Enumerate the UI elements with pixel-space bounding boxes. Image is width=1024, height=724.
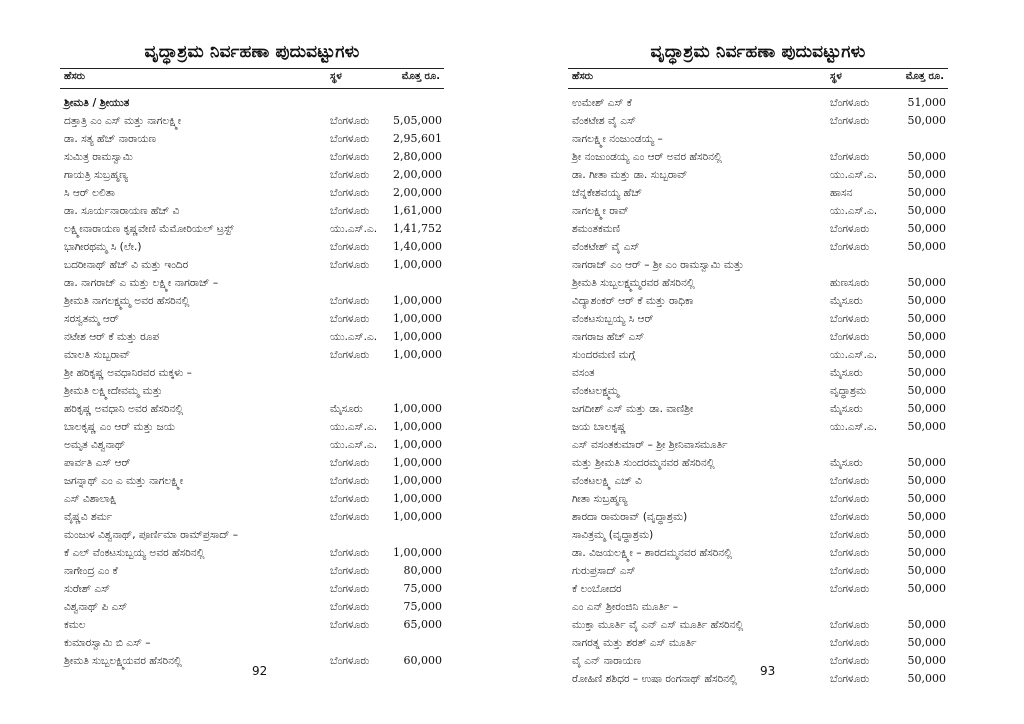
donor-place: ಬೆಂಗಳೂರು bbox=[830, 115, 870, 127]
table-row bbox=[60, 184, 444, 202]
donor-name: ವಸಂತ bbox=[572, 367, 595, 379]
table-row bbox=[60, 508, 444, 526]
donor-place: ಬೆಂಗಳೂರು bbox=[830, 583, 870, 595]
table-top-rule bbox=[60, 68, 444, 69]
table-row bbox=[568, 238, 948, 256]
donor-name: ನಾಗೇಂದ್ರ ಎಂ ಕೆ bbox=[64, 565, 118, 577]
donor-place: ಮೈಸೂರು bbox=[830, 367, 863, 379]
table-row bbox=[568, 562, 948, 580]
donor-name: ಬದರೀನಾಥ್ ಹೆಚ್ ವಿ ಮತ್ತು ಇಂದಿರ bbox=[64, 259, 189, 271]
donor-name: ಕೆ ಲಂಬೋದರ bbox=[572, 583, 622, 595]
donation-amount: 50,000 bbox=[907, 384, 946, 397]
donation-amount: 1,00,000 bbox=[393, 546, 442, 559]
donor-name: ಎಸ್ ವಿಶಾಲಾಕ್ಷಿ bbox=[64, 493, 117, 505]
table-row bbox=[60, 202, 444, 220]
table-row bbox=[568, 274, 948, 292]
donor-name: ವಿದ್ಯಾಶಂಕರ್ ಆರ್ ಕೆ ಮತ್ತು ರಾಧಿಕಾ bbox=[572, 295, 694, 307]
donation-amount: 2,80,000 bbox=[393, 150, 442, 163]
donor-place: ಬೆಂಗಳೂರು bbox=[330, 313, 370, 325]
donation-amount: 1,00,000 bbox=[393, 402, 442, 415]
donation-amount: 1,00,000 bbox=[393, 312, 442, 325]
table-row bbox=[568, 616, 948, 634]
table-row bbox=[568, 382, 948, 400]
table-row bbox=[60, 454, 444, 472]
donation-amount: 50,000 bbox=[907, 330, 946, 343]
donor-place: ಯು.ಎಸ್.ಎ. bbox=[330, 439, 378, 451]
donor-place: ಬೆಂಗಳೂರು bbox=[830, 547, 870, 559]
donor-place: ಬೆಂಗಳೂರು bbox=[330, 493, 370, 505]
donor-name: ಸುಂದರಮಣಿ ಮಗ್ಗೆ bbox=[572, 349, 636, 361]
table-row bbox=[568, 220, 948, 238]
donor-place: ಬೆಂಗಳೂರು bbox=[830, 511, 870, 523]
donor-place: ಹಾಸನ bbox=[830, 187, 853, 199]
donor-name: ಶ್ರೀಮತಿ ಸುಬ್ಬಲಕ್ಷ್ಮಮ್ಮರವರ ಹೆಸರಿನಲ್ಲಿ bbox=[572, 277, 695, 289]
table-row bbox=[568, 346, 948, 364]
donation-amount: 1,61,000 bbox=[393, 204, 442, 217]
table-row bbox=[568, 526, 948, 544]
donor-place: ಬೆಂಗಳೂರು bbox=[330, 115, 370, 127]
table-row bbox=[568, 184, 948, 202]
donor-name: ಅಮೃತ ವಿಶ್ವನಾಥ್ bbox=[64, 439, 126, 451]
donation-amount: 75,000 bbox=[403, 582, 442, 595]
table-row bbox=[568, 652, 948, 670]
donor-name: ಡಾ. ವಿಜಯಲಕ್ಷ್ಮೀ – ಶಾರದಮ್ಮನವರ ಹೆಸರಿನಲ್ಲಿ bbox=[572, 547, 733, 559]
donation-amount: 1,00,000 bbox=[393, 420, 442, 433]
table-row bbox=[60, 472, 444, 490]
table-row bbox=[568, 364, 948, 382]
column-header-place: ಸ್ಥಳ bbox=[830, 71, 842, 82]
table-row bbox=[568, 328, 948, 346]
donor-name: ಪಾರ್ವತಿ ಎಸ್ ಆರ್ bbox=[64, 457, 131, 469]
donor-place: ಹುಣಸೂರು bbox=[830, 277, 870, 289]
donor-name: ಸರಸ್ವತಮ್ಮ ಆರ್ bbox=[64, 313, 119, 325]
table-header bbox=[60, 71, 444, 87]
donor-place: ಯು.ಎಸ್.ಎ. bbox=[830, 169, 878, 181]
donor-name: ಜಯ ಬಾಲಕೃಷ್ಣ bbox=[572, 421, 626, 433]
donor-place: ಬೆಂಗಳೂರು bbox=[830, 619, 870, 631]
donor-place: ಬೆಂಗಳೂರು bbox=[830, 475, 870, 487]
donor-place: ಬೆಂಗಳೂರು bbox=[330, 547, 370, 559]
donor-place: ಬೆಂಗಳೂರು bbox=[330, 169, 370, 181]
donor-name: ಉಮೇಶ್ ಎಸ್ ಕೆ bbox=[572, 97, 632, 109]
page-number: 92 bbox=[252, 664, 268, 678]
table-row bbox=[60, 616, 444, 634]
donor-name: ಕುಮಾರಸ್ವಾಮಿ ಬಿ ಎಸ್ – bbox=[64, 637, 151, 649]
donor-name: ಗುರುಪ್ರಸಾದ್ ಎಸ್ bbox=[572, 565, 636, 577]
donation-amount: 50,000 bbox=[907, 150, 946, 163]
donor-name: ಲಕ್ಷ್ಮೀನಾರಾಯಣ ಕೃಷ್ಣವೇಣಿ ಮೆಮೋರಿಯಲ್ ಟ್ರಸ್ಟ್ bbox=[64, 223, 234, 235]
donor-place: ಮೈಸೂರು bbox=[330, 403, 363, 415]
table-row bbox=[60, 436, 444, 454]
donor-name: ವೆಂಕಟೇಶ ವೈ ಎಸ್ bbox=[572, 115, 636, 127]
donor-place: ಬೆಂಗಳೂರು bbox=[830, 331, 870, 343]
donation-amount: 50,000 bbox=[907, 114, 946, 127]
table-row bbox=[568, 166, 948, 184]
donor-place: ಬೆಂಗಳೂರು bbox=[830, 313, 870, 325]
donor-place: ಬೆಂಗಳೂರು bbox=[830, 565, 870, 577]
donor-name: ಎಸ್ ವಸಂತಕುಮಾರ್ – ಶ್ರೀ ಶ್ರೀನಿವಾಸಮೂರ್ತಿ bbox=[572, 439, 728, 451]
column-header-name: ಹೆಸರು bbox=[64, 71, 86, 82]
donor-name: ಸುರೇಶ್ ಎಸ್ bbox=[64, 583, 111, 595]
donor-place: ಬೆಂಗಳೂರು bbox=[830, 637, 870, 649]
donor-place: ಬೆಂಗಳೂರು bbox=[330, 241, 370, 253]
donor-place: ಯು.ಎಸ್.ಎ. bbox=[330, 331, 378, 343]
table-row bbox=[60, 382, 444, 400]
donor-name: ಡಾ. ಗೀತಾ ಮತ್ತು ಡಾ. ಸುಬ್ಬರಾವ್ bbox=[572, 169, 688, 181]
donation-amount: 50,000 bbox=[907, 528, 946, 541]
table-top-rule bbox=[568, 68, 948, 69]
table-row bbox=[60, 148, 444, 166]
table-row bbox=[568, 544, 948, 562]
section-label: ಶ್ರೀಮತಿ / ಶ್ರೀಯುತ bbox=[64, 97, 130, 109]
donation-amount: 1,00,000 bbox=[393, 438, 442, 451]
donation-amount: 50,000 bbox=[907, 222, 946, 235]
table-row bbox=[60, 130, 444, 148]
table-row bbox=[60, 112, 444, 130]
donor-name: ವೆಂಕಟಸುಬ್ಬಯ್ಯ ಸಿ ಆರ್ bbox=[572, 313, 654, 325]
donor-place: ಬೆಂಗಳೂರು bbox=[330, 619, 370, 631]
donation-amount: 1,00,000 bbox=[393, 330, 442, 343]
donor-name: ವೈಷ್ಣವಿ ಶರ್ಮ bbox=[64, 511, 113, 523]
donor-name: ಶ್ರೀ ನಂಜುಂಡಯ್ಯ ಎಂ ಆರ್ ಅವರ ಹೆಸರಿನಲ್ಲಿ bbox=[572, 151, 722, 163]
donation-amount: 50,000 bbox=[907, 294, 946, 307]
table-row bbox=[568, 508, 948, 526]
donor-place: ಬೆಂಗಳೂರು bbox=[330, 457, 370, 469]
donation-amount: 50,000 bbox=[907, 168, 946, 181]
left-page bbox=[60, 0, 444, 724]
donor-name: ಬಾಲಕೃಷ್ಣ ಎಂ ಆರ್ ಮತ್ತು ಜಯ bbox=[64, 421, 175, 433]
donation-amount: 50,000 bbox=[907, 474, 946, 487]
right-page bbox=[568, 0, 948, 724]
donor-name: ನಟೇಶ ಆರ್ ಕೆ ಮತ್ತು ರೂಪ bbox=[64, 331, 160, 343]
donor-name: ಗೀತಾ ಸುಬ್ರಹ್ಮಣ್ಯ bbox=[572, 493, 628, 505]
donation-amount: 50,000 bbox=[907, 402, 946, 415]
table-row bbox=[568, 670, 948, 688]
donation-amount: 50,000 bbox=[907, 492, 946, 505]
table-row bbox=[60, 238, 444, 256]
column-header-place: ಸ್ಥಳ bbox=[330, 71, 342, 82]
donor-name: ಸಿ ಆರ್ ಲಲಿತಾ bbox=[64, 187, 115, 199]
donor-place: ಬೆಂಗಳೂರು bbox=[830, 655, 870, 667]
donation-amount: 1,40,000 bbox=[393, 240, 442, 253]
donation-amount: 2,00,000 bbox=[393, 168, 442, 181]
table-row bbox=[568, 292, 948, 310]
table-row bbox=[60, 346, 444, 364]
table-row bbox=[568, 202, 948, 220]
donor-place: ಬೆಂಗಳೂರು bbox=[830, 241, 870, 253]
table-row bbox=[568, 130, 948, 148]
table-row bbox=[568, 112, 948, 130]
table-row bbox=[60, 256, 444, 274]
donor-place: ಮೈಸೂರು bbox=[830, 295, 863, 307]
column-header-name: ಹೆಸರು bbox=[572, 71, 594, 82]
table-row bbox=[568, 418, 948, 436]
donation-amount: 50,000 bbox=[907, 240, 946, 253]
donation-amount: 50,000 bbox=[907, 456, 946, 469]
donor-place: ಬೆಂಗಳೂರು bbox=[330, 205, 370, 217]
donation-amount: 50,000 bbox=[907, 582, 946, 595]
table-row bbox=[568, 634, 948, 652]
table-row bbox=[60, 598, 444, 616]
donor-name: ನಾಗಲಕ್ಷ್ಮೀ ನಂಜುಂಡಯ್ಯ – bbox=[572, 133, 663, 145]
donor-place: ಯು.ಎಸ್.ಎ. bbox=[330, 223, 378, 235]
column-header-amount: ಮೊತ್ತ ರೂ. bbox=[905, 71, 944, 82]
donor-name: ಮುಕ್ತಾ ಮೂರ್ತಿ ವೈ ಎನ್ ಎಸ್ ಮೂರ್ತಿ ಹೆಸರಿನಲ್ಲಿ bbox=[572, 619, 744, 631]
donation-amount: 50,000 bbox=[907, 276, 946, 289]
donor-name: ವಿಶ್ವನಾಥ್ ಪಿ ಎಸ್ bbox=[64, 601, 128, 613]
donor-place: ಬೆಂಗಳೂರು bbox=[330, 349, 370, 361]
donor-name: ಶಾರದಾ ರಾಮರಾವ್ (ವೃದ್ಧಾಶ್ರಮ) bbox=[572, 511, 688, 523]
donation-amount: 50,000 bbox=[907, 420, 946, 433]
page-title: ವೃದ್ಧಾಶ್ರಮ ನಿರ್ವಹಣಾ ಪುದುವಟ್ಟುಗಳು bbox=[144, 42, 360, 62]
donor-name: ವೈ ಎನ್ ನಾರಾಯಣ bbox=[572, 655, 642, 667]
donor-name: ನಾಗರಾಜ್ ಎಂ ಆರ್ – ಶ್ರೀ ಎಂ ರಾಮಸ್ವಾಮಿ ಮತ್ತು bbox=[572, 259, 744, 271]
donor-name: ಗಾಯತ್ರಿ ಸುಬ್ರಹ್ಮಣ್ಯ bbox=[64, 169, 129, 181]
donation-amount: 50,000 bbox=[907, 672, 946, 685]
donation-amount: 5,05,000 bbox=[393, 114, 442, 127]
donor-place: ಬೆಂಗಳೂರು bbox=[330, 565, 370, 577]
table-row bbox=[568, 598, 948, 616]
table-row bbox=[568, 148, 948, 166]
donation-amount: 1,00,000 bbox=[393, 294, 442, 307]
donor-name: ವೆಂಕಟಲಕ್ಷ್ಮಮ್ಮ bbox=[572, 385, 619, 397]
donation-amount: 2,95,601 bbox=[393, 132, 442, 145]
table-header bbox=[568, 71, 948, 87]
table-row bbox=[568, 94, 948, 112]
donor-place: ಬೆಂಗಳೂರು bbox=[330, 511, 370, 523]
page-title: ವೃದ್ಧಾಶ್ರಮ ನಿರ್ವಹಣಾ ಪುದುವಟ್ಟುಗಳು bbox=[650, 42, 866, 62]
table-row bbox=[568, 490, 948, 508]
donor-name: ನಾಗರಾಜ ಹೆಚ್ ಎಸ್ bbox=[572, 331, 645, 343]
table-row bbox=[60, 166, 444, 184]
donation-amount: 50,000 bbox=[907, 654, 946, 667]
table-row bbox=[60, 562, 444, 580]
table-row bbox=[60, 292, 444, 310]
donor-name: ಶ್ರೀಮತಿ ನಾಗಲಕ್ಷ್ಮಮ್ಮ ಅವರ ಹೆಸರಿನಲ್ಲಿ bbox=[64, 295, 190, 307]
donation-amount: 75,000 bbox=[403, 600, 442, 613]
donation-amount: 50,000 bbox=[907, 348, 946, 361]
donation-amount: 50,000 bbox=[907, 366, 946, 379]
donation-amount: 80,000 bbox=[403, 564, 442, 577]
table-row bbox=[568, 436, 948, 454]
donor-name: ಚೆನ್ನಕೇಶವಯ್ಯ ಹೆಚ್ bbox=[572, 187, 642, 199]
donation-amount: 51,000 bbox=[907, 96, 946, 109]
donor-name: ರೋಹಿಣಿ ಶಶಿಧರ – ಉಷಾ ರಂಗನಾಥ್ ಹೆಸರಿನಲ್ಲಿ bbox=[572, 673, 737, 685]
donation-amount: 50,000 bbox=[907, 546, 946, 559]
donor-place: ಬೆಂಗಳೂರು bbox=[830, 673, 870, 685]
donation-amount: 1,00,000 bbox=[393, 348, 442, 361]
donation-amount: 50,000 bbox=[907, 186, 946, 199]
donor-name: ಕಮಲ bbox=[64, 619, 86, 631]
donation-amount: 50,000 bbox=[907, 618, 946, 631]
donor-place: ಬೆಂಗಳೂರು bbox=[330, 475, 370, 487]
donor-name: ಶ್ರೀಮತಿ ಸುಬ್ಬಲಕ್ಷ್ಮಿಯವರ ಹೆಸರಿನಲ್ಲಿ bbox=[64, 655, 182, 667]
table-row bbox=[60, 544, 444, 562]
donation-amount: 50,000 bbox=[907, 510, 946, 523]
donor-name: ಎಂ ಎನ್ ಶ್ರೀರಂಜಿನಿ ಮೂರ್ತಿ – bbox=[572, 601, 679, 613]
donor-name: ಸುಮಿತ್ರ ರಾಮಸ್ವಾಮಿ bbox=[64, 151, 133, 163]
donor-place: ಯು.ಎಸ್.ಎ. bbox=[830, 349, 878, 361]
donor-name: ಹರಿಕೃಷ್ಣ ಅವಧಾನಿ ಅವರ ಹೆಸರಿನಲ್ಲಿ bbox=[64, 403, 184, 415]
table-row bbox=[60, 634, 444, 652]
donor-name: ಭಾಗೀರಥಮ್ಮ ಸಿ (ಲೇ.) bbox=[64, 241, 142, 253]
table-row bbox=[60, 418, 444, 436]
donor-name: ಡಾ. ನಾಗರಾಜ್ ಎ ಮತ್ತು ಲಕ್ಷ್ಮೀ ನಾಗರಾಜ್ – bbox=[64, 277, 219, 289]
donor-name: ವೆಂಕಟಲಕ್ಷ್ಮಿ ಎಚ್ ವಿ bbox=[572, 475, 642, 487]
donor-name: ಶ್ರೀ ಹರಿಕೃಷ್ಣ ಅವಧಾನಿರವರ ಮಕ್ಕಳು – bbox=[64, 367, 192, 379]
donor-name: ಜಗದೀಶ್ ಎಸ್ ಮತ್ತು ಡಾ. ವಾಣಿಶ್ರೀ bbox=[572, 403, 694, 415]
table-row bbox=[60, 328, 444, 346]
donation-amount: 1,41,752 bbox=[393, 222, 442, 235]
donor-place: ಯು.ಎಸ್.ಎ. bbox=[830, 205, 878, 217]
donation-amount: 2,00,000 bbox=[393, 186, 442, 199]
table-body bbox=[60, 94, 444, 670]
donation-amount: 1,00,000 bbox=[393, 474, 442, 487]
donor-name: ಜಗನ್ನಾಥ್ ಎಂ ಎ ಮತ್ತು ನಾಗಲಕ್ಷ್ಮೀ bbox=[64, 475, 184, 487]
donor-place: ಬೆಂಗಳೂರು bbox=[330, 601, 370, 613]
column-header-amount: ಮೊತ್ತ ರೂ. bbox=[401, 71, 440, 82]
donor-place: ಬೆಂಗಳೂರು bbox=[330, 133, 370, 145]
table-row bbox=[60, 364, 444, 382]
donation-amount: 60,000 bbox=[403, 654, 442, 667]
donation-amount: 50,000 bbox=[907, 636, 946, 649]
table-row bbox=[568, 256, 948, 274]
section-heading bbox=[60, 94, 444, 112]
donor-place: ಮೈಸೂರು bbox=[830, 457, 863, 469]
donor-place: ಬೆಂಗಳೂರು bbox=[330, 187, 370, 199]
donor-name: ಮಂಜುಳ ವಿಶ್ವನಾಥ್, ಪೂರ್ಣಿಮಾ ರಾಮ್‌ಪ್ರಸಾದ್ – bbox=[64, 529, 238, 541]
donor-name: ಶ್ರೀಮತಿ ಲಕ್ಷ್ಮೀದೇವಮ್ಮ ಮತ್ತು bbox=[64, 385, 163, 397]
donor-place: ಬೆಂಗಳೂರು bbox=[830, 529, 870, 541]
donation-amount: 1,00,000 bbox=[393, 510, 442, 523]
table-row bbox=[60, 580, 444, 598]
donor-name: ಶಮಂತಕಮಣಿ bbox=[572, 223, 621, 235]
donor-name: ದತ್ತಾತ್ರಿ ಎಂ ಎಸ್ ಮತ್ತು ನಾಗಲಕ್ಷ್ಮೀ bbox=[64, 115, 182, 127]
donation-amount: 65,000 bbox=[403, 618, 442, 631]
table-row bbox=[568, 580, 948, 598]
donor-name: ಮತ್ತು ಶ್ರೀಮತಿ ಸುಂದರಮ್ಮನವರ ಹೆಸರಿನಲ್ಲಿ bbox=[572, 457, 715, 469]
donor-place: ಬೆಂಗಳೂರು bbox=[830, 223, 870, 235]
donor-name: ಕೆ ಎಲ್ ವೆಂಕಟಸುಬ್ಬಯ್ಯ ಅವರ ಹೆಸರಿನಲ್ಲಿ bbox=[64, 547, 205, 559]
donor-place: ಬೆಂಗಳೂರು bbox=[330, 583, 370, 595]
donor-place: ಬೆಂಗಳೂರು bbox=[330, 151, 370, 163]
table-row bbox=[60, 274, 444, 292]
table-body bbox=[568, 94, 948, 688]
donation-amount: 1,00,000 bbox=[393, 492, 442, 505]
donation-amount: 1,00,000 bbox=[393, 258, 442, 271]
table-row bbox=[568, 472, 948, 490]
donor-place: ಬೆಂಗಳೂರು bbox=[830, 493, 870, 505]
page-number: 93 bbox=[760, 664, 776, 678]
table-row bbox=[60, 220, 444, 238]
donation-amount: 50,000 bbox=[907, 204, 946, 217]
table-row bbox=[60, 400, 444, 418]
donor-name: ಡಾ. ಸತ್ಯ ಹೆಚ್ ನಾರಾಯಣ bbox=[64, 133, 157, 145]
donor-place: ಯು.ಎಸ್.ಎ. bbox=[330, 421, 378, 433]
donor-name: ಸಾವಿತ್ರಮ್ಮ (ವೃದ್ಧಾಶ್ರಮ) bbox=[572, 529, 654, 541]
donor-place: ವೃದ್ಧಾಶ್ರಮ bbox=[830, 385, 867, 397]
donor-name: ವೆಂಕಟೇಶ್ ವೈ ಎಸ್ bbox=[572, 241, 640, 253]
table-row bbox=[60, 490, 444, 508]
donor-name: ನಾಗರತ್ನ ಮತ್ತು ಶರತ್ ಎಸ್ ಮೂರ್ತಿ bbox=[572, 637, 697, 649]
table-header-rule bbox=[60, 88, 444, 89]
donor-place: ಬೆಂಗಳೂರು bbox=[330, 655, 370, 667]
table-row bbox=[568, 310, 948, 328]
donor-name: ನಾಗಲಕ್ಷ್ಮೀ ರಾವ್ bbox=[572, 205, 629, 217]
table-row bbox=[60, 526, 444, 544]
donor-name: ಡಾ. ಸೂರ್ಯನಾರಾಯಣ ಹೆಚ್ ವಿ bbox=[64, 205, 180, 217]
donation-amount: 50,000 bbox=[907, 312, 946, 325]
donor-name: ಮಾಲತಿ ಸುಬ್ಬರಾವ್ bbox=[64, 349, 131, 361]
donor-place: ಮೈಸೂರು bbox=[830, 403, 863, 415]
table-header-rule bbox=[568, 88, 948, 89]
donor-place: ಬೆಂಗಳೂರು bbox=[830, 151, 870, 163]
table-row bbox=[568, 400, 948, 418]
donor-place: ಯು.ಎಸ್.ಎ. bbox=[830, 421, 878, 433]
table-row bbox=[60, 310, 444, 328]
donor-place: ಬೆಂಗಳೂರು bbox=[330, 295, 370, 307]
donor-place: ಬೆಂಗಳೂರು bbox=[330, 259, 370, 271]
donation-amount: 1,00,000 bbox=[393, 456, 442, 469]
donation-amount: 50,000 bbox=[907, 564, 946, 577]
table-row bbox=[568, 454, 948, 472]
donor-place: ಬೆಂಗಳೂರು bbox=[830, 97, 870, 109]
